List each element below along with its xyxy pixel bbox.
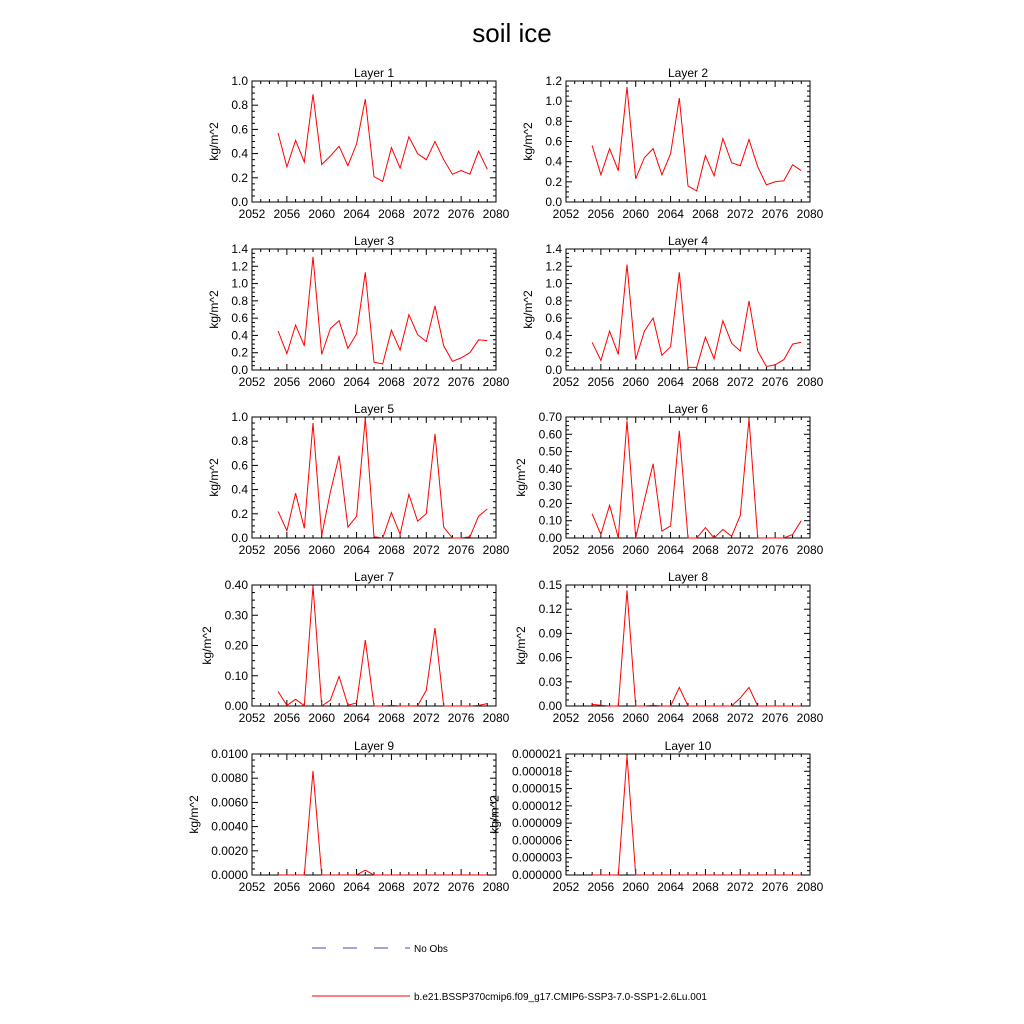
y-tick-label: 0.15 [538, 578, 562, 592]
y-tick-label: 0.20 [224, 638, 248, 653]
panel-title: Layer 9 [353, 739, 395, 753]
x-tick-label: 2056 [587, 543, 615, 557]
x-tick-label: 2052 [552, 711, 580, 725]
y-axis-label: kg/m^2 [206, 122, 221, 161]
panel-title: Layer 4 [667, 234, 709, 248]
panel-layer-10 [487, 739, 823, 894]
y-tick-label: 0.6 [231, 122, 248, 137]
x-tick-label: 2052 [238, 880, 266, 894]
x-tick-label: 2068 [378, 880, 405, 894]
y-axis-label: kg/m^2 [520, 290, 535, 329]
x-tick-label: 2056 [587, 375, 615, 389]
panel-layer-2 [521, 66, 824, 221]
y-tick-label: 1.0 [545, 276, 562, 291]
x-tick-label: 2068 [378, 543, 405, 557]
y-axis-label: kg/m^2 [186, 795, 201, 834]
y-tick-label: 0.30 [224, 608, 248, 623]
panel-title: Layer 7 [353, 570, 395, 584]
y-tick-label: 0.10 [224, 668, 248, 683]
series-line [592, 756, 801, 875]
x-tick-label: 2068 [692, 207, 719, 221]
x-tick-label: 2060 [622, 207, 650, 221]
x-tick-label: 2080 [796, 711, 824, 725]
x-tick-label: 2072 [412, 880, 440, 894]
series-line [592, 265, 801, 368]
plot-frame [566, 417, 810, 538]
y-tick-label: 1.0 [231, 410, 248, 424]
x-tick-label: 2060 [622, 880, 650, 894]
panel-layer-9 [187, 739, 510, 894]
y-axis-label: kg/m^2 [200, 626, 215, 665]
y-tick-label: 1.0 [231, 74, 248, 88]
x-tick-label: 2076 [447, 375, 475, 389]
y-tick-label: 0.0000 [211, 868, 248, 882]
panel-layer-7 [200, 570, 509, 725]
y-tick-label: 1.4 [231, 242, 248, 256]
x-tick-label: 2076 [447, 880, 475, 894]
y-tick-label: 0.40 [224, 578, 248, 592]
y-tick-label: 0.03 [538, 674, 562, 689]
x-tick-label: 2064 [343, 207, 370, 221]
x-tick-label: 2064 [657, 375, 684, 389]
x-tick-label: 2056 [273, 375, 301, 389]
x-tick-label: 2060 [308, 711, 336, 725]
panel-title: Layer 8 [667, 570, 709, 584]
plot-frame [252, 81, 496, 202]
legend-label-model: b.e21.BSSP370cmip6.f09_g17.CMIP6-SSP3-7.0-SSP1-2.6Lu.001 [414, 992, 707, 1003]
y-tick-label: 0.4 [231, 328, 248, 343]
x-tick-label: 2060 [622, 375, 650, 389]
panel-layer-6 [514, 402, 823, 557]
x-tick-label: 2056 [587, 880, 615, 894]
x-tick-label: 2056 [273, 711, 301, 725]
y-tick-label: 0.00 [224, 699, 248, 713]
x-tick-label: 2052 [238, 711, 266, 725]
x-tick-label: 2064 [343, 375, 370, 389]
panel-layer-8 [514, 570, 823, 725]
panels [187, 66, 824, 894]
panel-title: Layer 1 [353, 66, 395, 80]
y-tick-label: 0.6 [545, 134, 562, 149]
legend [312, 944, 707, 1003]
plot-frame [566, 249, 810, 370]
y-tick-label: 0.4 [545, 328, 562, 343]
x-tick-label: 2072 [726, 207, 754, 221]
plot-frame [252, 249, 496, 370]
plot-frame [566, 754, 810, 875]
y-tick-label: 0.06 [538, 650, 562, 665]
panel-title: Layer 6 [667, 402, 709, 416]
y-tick-label: 0.0080 [211, 771, 248, 786]
x-tick-label: 2080 [482, 711, 510, 725]
y-tick-label: 0.0 [545, 195, 562, 209]
series-line [592, 591, 801, 706]
x-tick-label: 2060 [308, 207, 336, 221]
y-tick-label: 1.4 [545, 242, 562, 256]
series-line [278, 257, 487, 364]
y-tick-label: 0.8 [231, 98, 248, 113]
x-tick-label: 2072 [726, 375, 754, 389]
x-tick-label: 2052 [552, 543, 580, 557]
panel-title: Layer 10 [664, 739, 712, 753]
y-tick-label: 0.0040 [211, 819, 248, 834]
y-tick-label: 0.2 [231, 345, 248, 360]
x-tick-label: 2080 [796, 880, 824, 894]
x-tick-label: 2080 [796, 543, 824, 557]
panel-layer-1 [207, 66, 510, 221]
plot-frame [252, 417, 496, 538]
y-tick-label: 0.000009 [511, 816, 562, 831]
x-tick-label: 2076 [761, 375, 789, 389]
series-line [592, 419, 801, 538]
x-tick-label: 2072 [726, 880, 754, 894]
y-tick-label: 0.2 [545, 174, 562, 189]
y-tick-label: 1.0 [545, 94, 562, 109]
x-tick-label: 2056 [273, 543, 301, 557]
series-line [278, 586, 487, 706]
x-tick-label: 2080 [482, 207, 510, 221]
y-tick-label: 0.0 [231, 195, 248, 209]
x-tick-label: 2080 [482, 543, 510, 557]
y-tick-label: 0.8 [545, 114, 562, 129]
x-tick-label: 2068 [692, 543, 719, 557]
y-tick-label: 0.000021 [511, 747, 562, 761]
y-tick-label: 0.4 [231, 482, 248, 497]
x-tick-label: 2076 [761, 207, 789, 221]
y-tick-label: 0.8 [545, 293, 562, 308]
x-tick-label: 2072 [726, 711, 754, 725]
panel-layer-3 [207, 234, 510, 389]
x-tick-label: 2052 [238, 207, 266, 221]
y-tick-label: 0.2 [231, 506, 248, 521]
x-tick-label: 2060 [622, 543, 650, 557]
x-tick-label: 2052 [552, 880, 580, 894]
x-tick-label: 2060 [622, 711, 650, 725]
x-tick-label: 2064 [343, 880, 370, 894]
x-tick-label: 2076 [447, 543, 475, 557]
y-tick-label: 0.50 [538, 444, 562, 459]
panel-title: Layer 5 [353, 402, 395, 416]
panel-title: Layer 3 [353, 234, 395, 248]
y-tick-label: 1.2 [545, 74, 562, 88]
x-tick-label: 2068 [378, 711, 405, 725]
x-tick-label: 2056 [273, 207, 301, 221]
x-tick-label: 2068 [692, 375, 719, 389]
y-tick-label: 0.000015 [511, 781, 562, 796]
figure-title: soil ice [472, 18, 552, 48]
x-tick-label: 2072 [412, 207, 440, 221]
x-tick-label: 2076 [447, 711, 475, 725]
x-tick-label: 2056 [273, 880, 301, 894]
y-tick-label: 0.000006 [511, 833, 562, 848]
y-axis-label: kg/m^2 [206, 458, 221, 497]
x-tick-label: 2052 [238, 543, 266, 557]
y-tick-label: 0.60 [538, 427, 562, 442]
x-tick-label: 2072 [412, 711, 440, 725]
y-tick-label: 0.12 [538, 602, 562, 617]
x-tick-label: 2068 [692, 880, 719, 894]
y-tick-label: 0.4 [231, 146, 248, 161]
x-tick-label: 2072 [412, 543, 440, 557]
y-tick-label: 0.6 [545, 311, 562, 326]
panel-layer-5 [207, 402, 510, 557]
y-tick-label: 0.70 [538, 410, 562, 424]
y-tick-label: 1.0 [231, 276, 248, 291]
y-axis-label: kg/m^2 [514, 626, 529, 665]
y-tick-label: 0.00 [538, 699, 562, 713]
y-tick-label: 0.2 [545, 345, 562, 360]
y-tick-label: 0.000012 [511, 798, 562, 813]
series-line [278, 94, 487, 181]
y-tick-label: 0.30 [538, 479, 562, 494]
series-line [278, 771, 487, 875]
y-tick-label: 0.10 [538, 513, 562, 528]
y-tick-label: 0.8 [231, 293, 248, 308]
x-tick-label: 2064 [657, 207, 684, 221]
y-axis-label: kg/m^2 [206, 290, 221, 329]
y-tick-label: 0.0100 [211, 747, 248, 761]
x-tick-label: 2076 [761, 543, 789, 557]
y-tick-label: 0.2 [231, 170, 248, 185]
x-tick-label: 2076 [761, 880, 789, 894]
x-tick-label: 2064 [657, 711, 684, 725]
x-tick-label: 2064 [343, 711, 370, 725]
y-tick-label: 0.0060 [211, 795, 248, 810]
x-tick-label: 2080 [482, 375, 510, 389]
x-tick-label: 2060 [308, 543, 336, 557]
y-tick-label: 0.0 [231, 531, 248, 545]
plot-frame [252, 585, 496, 706]
y-axis-label: kg/m^2 [487, 795, 502, 834]
legend-label-no-obs: No Obs [414, 944, 448, 955]
y-tick-label: 1.2 [545, 259, 562, 274]
x-tick-label: 2072 [726, 543, 754, 557]
y-axis-label: kg/m^2 [514, 458, 529, 497]
x-tick-label: 2076 [447, 207, 475, 221]
x-tick-label: 2052 [238, 375, 266, 389]
y-tick-label: 0.000003 [511, 850, 562, 865]
x-tick-label: 2060 [308, 880, 336, 894]
y-tick-label: 0.0 [231, 363, 248, 377]
y-tick-label: 0.000018 [511, 764, 562, 779]
x-tick-label: 2064 [657, 880, 684, 894]
y-tick-label: 1.2 [231, 259, 248, 274]
x-tick-label: 2068 [378, 375, 405, 389]
y-axis-label: kg/m^2 [520, 122, 535, 161]
y-tick-label: 0.6 [231, 311, 248, 326]
x-tick-label: 2056 [587, 207, 615, 221]
y-tick-label: 0.00 [538, 531, 562, 545]
y-tick-label: 0.0020 [211, 843, 248, 858]
y-tick-label: 0.4 [545, 154, 562, 169]
x-tick-label: 2068 [378, 207, 405, 221]
y-tick-label: 0.8 [231, 434, 248, 449]
plot-frame [566, 585, 810, 706]
x-tick-label: 2080 [796, 207, 824, 221]
panel-title: Layer 2 [667, 66, 709, 80]
x-tick-label: 2080 [482, 880, 510, 894]
y-tick-label: 0.6 [231, 458, 248, 473]
x-tick-label: 2056 [587, 711, 615, 725]
x-tick-label: 2080 [796, 375, 824, 389]
x-tick-label: 2060 [308, 375, 336, 389]
y-tick-label: 0.40 [538, 461, 562, 476]
y-tick-label: 0.000000 [511, 868, 562, 882]
x-tick-label: 2064 [657, 543, 684, 557]
x-tick-label: 2052 [552, 375, 580, 389]
series-line [278, 418, 487, 538]
x-tick-label: 2064 [343, 543, 370, 557]
x-tick-label: 2068 [692, 711, 719, 725]
panel-layer-4 [521, 234, 824, 389]
x-tick-label: 2072 [412, 375, 440, 389]
y-tick-label: 0.20 [538, 496, 562, 511]
y-tick-label: 0.09 [538, 626, 562, 641]
y-tick-label: 0.0 [545, 363, 562, 377]
x-tick-label: 2076 [761, 711, 789, 725]
plot-frame [252, 754, 496, 875]
x-tick-label: 2052 [552, 207, 580, 221]
series-line [592, 87, 801, 191]
